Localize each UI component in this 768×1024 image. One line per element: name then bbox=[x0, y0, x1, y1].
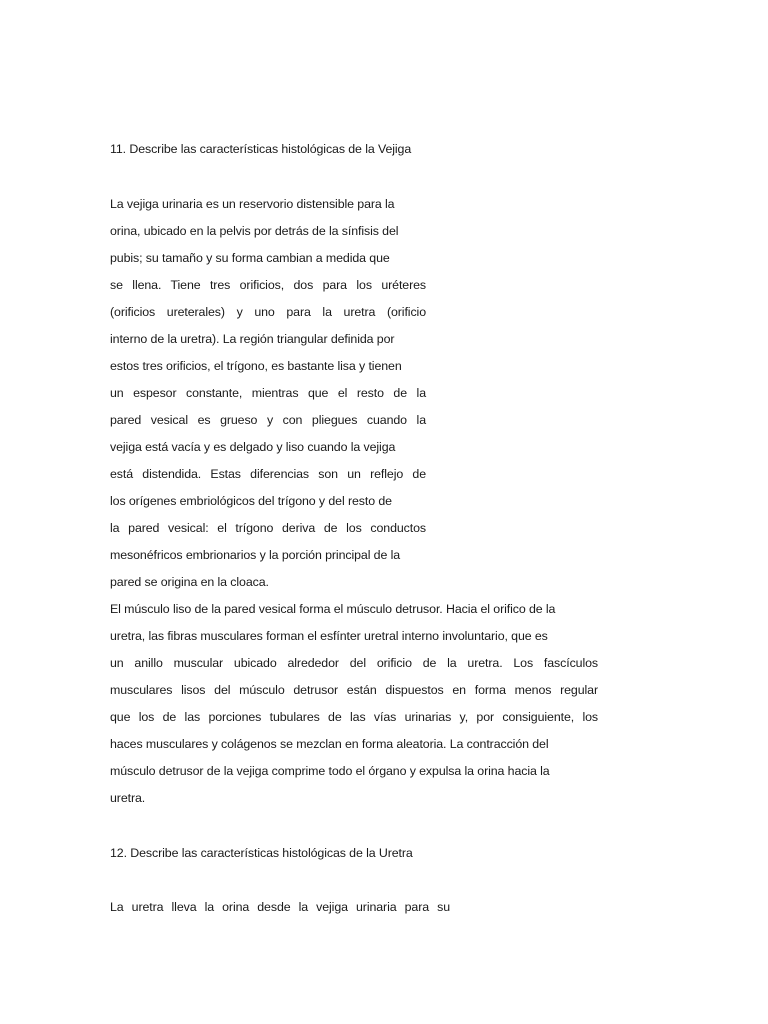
paragraph-line: los orígenes embriológicos del trígono y del resto de bbox=[110, 494, 392, 508]
paragraph-line: que los de las porciones tubulares de las vías urinarias y, por consiguiente, los bbox=[110, 710, 598, 724]
paragraph-line: la pared vesical: el trígono deriva de los conductos bbox=[110, 521, 426, 535]
paragraph-line: uretra. bbox=[110, 791, 146, 805]
paragraph-line: vejiga está vacía y es delgado y liso cuando la vejiga bbox=[110, 440, 396, 454]
paragraph-line: El músculo liso de la pared vesical forma el músculo detrusor. Hacia el orifico de la bbox=[110, 602, 556, 616]
paragraph-line: está distendida. Estas diferencias son un reflejo de bbox=[110, 467, 426, 481]
paragraph-line: se llena. Tiene tres orificios, dos para los uréteres bbox=[110, 278, 426, 292]
paragraph-line: musculares lisos del músculo detrusor están dispuestos en forma menos regular bbox=[110, 683, 598, 697]
paragraph-line: uretra, las fibras musculares forman el esfínter uretral interno involuntario, que es bbox=[110, 629, 548, 643]
paragraph-line: mesonéfricos embrionarios y la porción principal de la bbox=[110, 548, 401, 562]
paragraph-line: interno de la uretra). La región triangular definida por bbox=[110, 332, 395, 346]
paragraph-line: un anillo muscular ubicado alrededor del orificio de la uretra. Los fascículos bbox=[110, 656, 598, 670]
paragraph-line: haces musculares y colágenos se mezclan en forma aleatoria. La contracción del bbox=[110, 737, 549, 751]
paragraph-line: estos tres orificios, el trígono, es bastante lisa y tienen bbox=[110, 359, 402, 373]
paragraph-line: un espesor constante, mientras que el resto de la bbox=[110, 386, 426, 400]
paragraph-line: La uretra lleva la orina desde la vejiga urinaria para su bbox=[110, 900, 450, 914]
paragraph-line: (orificios ureterales) y uno para la uretra (orificio bbox=[110, 305, 426, 319]
section-12-heading: 12. Describe las características histológicas de la Uretra bbox=[110, 846, 413, 860]
section-11-heading: 11. Describe las características histológicas de la Vejiga bbox=[110, 142, 412, 156]
paragraph-line: pared se origina en la cloaca. bbox=[110, 575, 269, 589]
paragraph-line: orina, ubicado en la pelvis por detrás de la sínfisis del bbox=[110, 224, 399, 238]
paragraph-line: músculo detrusor de la vejiga comprime todo el órgano y expulsa la orina hacia la bbox=[110, 764, 550, 778]
paragraph-line: pubis; su tamaño y su forma cambian a medida que bbox=[110, 251, 390, 265]
paragraph-line: La vejiga urinaria es un reservorio distensible para la bbox=[110, 197, 395, 211]
paragraph-line: pared vesical es grueso y con pliegues cuando la bbox=[110, 413, 426, 427]
